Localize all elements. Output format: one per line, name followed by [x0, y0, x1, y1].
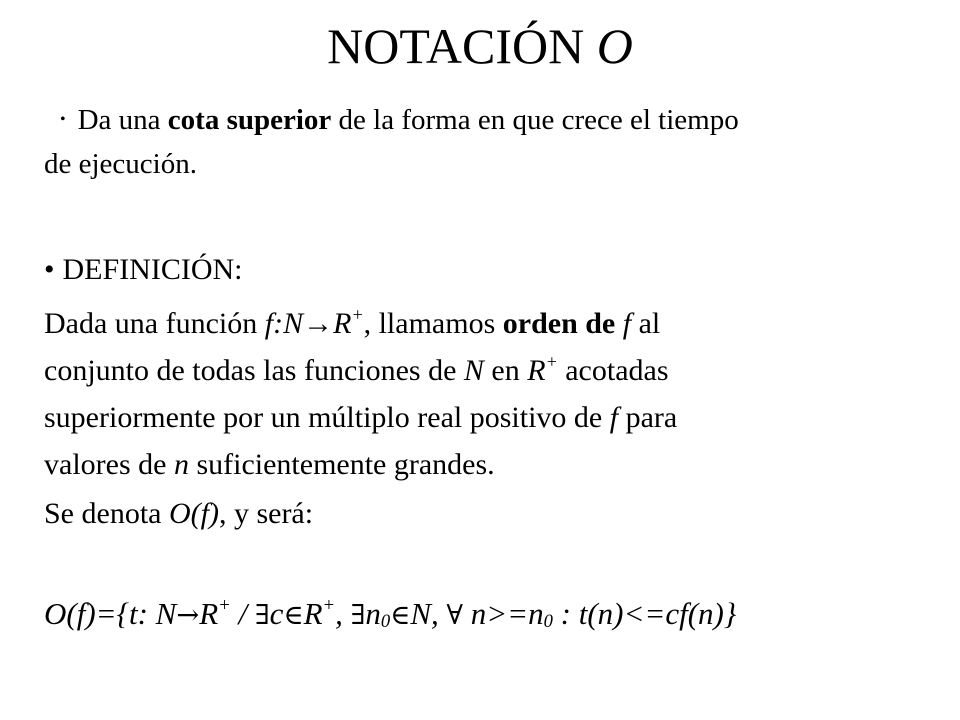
formula-R: R — [303, 596, 323, 631]
formula-part: t(n)<=cf(n)} — [578, 596, 737, 631]
formula-c: c — [269, 596, 284, 631]
definition-bold-term: orden de — [502, 307, 616, 340]
intro-paragraph — [44, 98, 924, 186]
denote-text: Se denota — [44, 497, 162, 530]
arrow-icon: → — [176, 600, 200, 631]
definition-text: Dada una función — [44, 307, 258, 340]
var-N: N — [463, 354, 484, 387]
definition-text: valores de — [44, 448, 167, 481]
element-of-icon: ∈ — [390, 600, 411, 631]
superscript-plus: + — [351, 304, 364, 325]
var-n: n — [173, 448, 189, 481]
definition-text: conjunto de todas las funciones de — [44, 354, 457, 387]
exists-icon: ∃ — [254, 600, 270, 631]
formula-N: N — [410, 596, 432, 631]
exists-icon: ∃ — [350, 600, 366, 631]
intro-bold-term: cota superior — [167, 104, 332, 136]
bullet-icon: • — [44, 253, 55, 286]
definition-text: en — [491, 354, 520, 387]
formula-part: n>=n — [463, 596, 544, 631]
superscript-plus: + — [218, 594, 231, 616]
definition-text: superiormente por un múltiplo real positivo de — [44, 401, 603, 434]
formula-part: , — [335, 596, 351, 631]
title-variable: O — [596, 18, 633, 74]
title-main: NOTACIÓN — [327, 18, 585, 74]
formula-n: n — [365, 596, 381, 631]
definition-text: suficientemente grandes. — [196, 448, 495, 481]
definition-text: , llamamos — [363, 307, 496, 340]
definition-heading — [44, 246, 924, 294]
formula-part: / — [230, 596, 255, 631]
denote-paragraph — [44, 490, 924, 538]
slide-title — [0, 14, 960, 78]
denote-text: , y será: — [218, 497, 314, 530]
forall-icon: ∀ — [446, 600, 463, 631]
definition-paragraph — [44, 300, 924, 488]
formula-part: : — [552, 596, 579, 631]
var-f: f — [622, 307, 632, 340]
var-R-plus — [527, 351, 558, 387]
formula — [44, 590, 924, 640]
formula-part: O(f)={t: N — [44, 596, 177, 631]
definition-text: para — [625, 401, 678, 434]
var-f: f — [609, 401, 619, 434]
subscript-zero: 0 — [380, 610, 391, 632]
superscript-plus: + — [545, 351, 558, 372]
function-signature — [264, 304, 364, 340]
element-of-icon: ∈ — [283, 600, 304, 631]
intro-text-pre: Da una — [77, 104, 161, 136]
intro-text-post: de la forma en que crece el tiempo — [338, 104, 739, 136]
definition-text: acotadas — [565, 354, 669, 387]
function-signature-text: f:N→R — [264, 307, 352, 340]
formula-part: , — [431, 596, 447, 631]
denote-expression: O(f) — [168, 497, 219, 530]
definition-label: DEFINICIÓN: — [62, 253, 243, 286]
superscript-plus: + — [322, 594, 336, 616]
intro-text-line2: de ejecución. — [44, 148, 197, 180]
formula-R: R — [199, 596, 219, 631]
bullet-icon: • — [60, 111, 66, 128]
definition-text: al — [638, 307, 661, 340]
var-R: R — [527, 354, 546, 387]
subscript-zero: 0 — [543, 610, 553, 632]
